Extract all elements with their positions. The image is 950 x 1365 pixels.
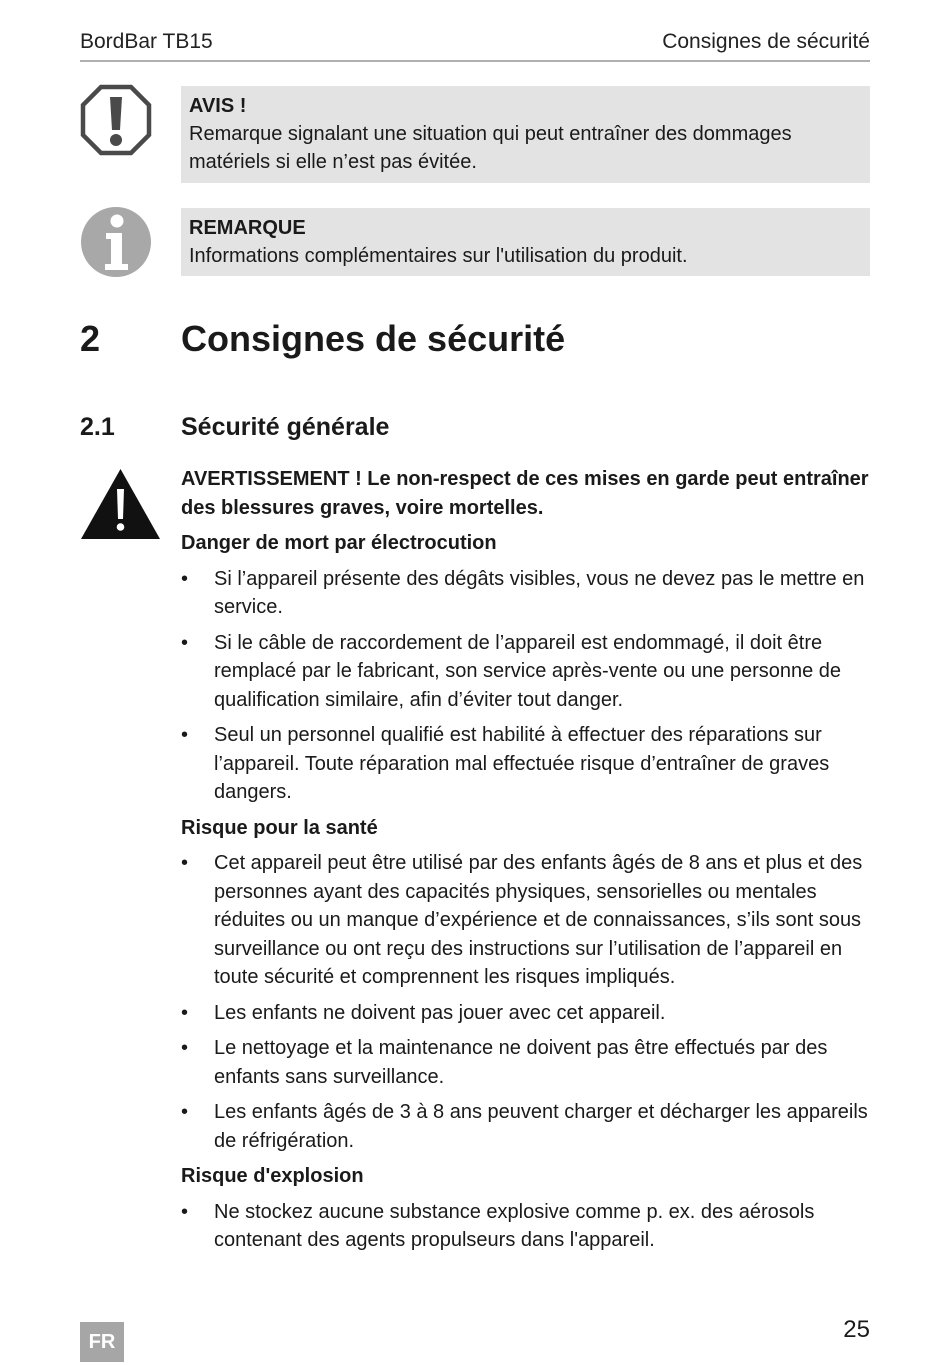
notice-title: AVIS ! bbox=[189, 95, 247, 117]
list-item-text: Seul un personnel qualifié est habilité à effectuer des réparations sur l’appareil. Toute réparation mal effectuée risque d’entraîner de graves dangers. bbox=[214, 724, 830, 803]
list-item bbox=[181, 849, 871, 992]
section-number: 2.1 bbox=[80, 413, 115, 441]
language-badge: FR bbox=[80, 1322, 124, 1362]
notice-title: REMARQUE bbox=[189, 217, 306, 239]
header-section-title: Consignes de sécurité bbox=[662, 30, 870, 53]
bullet-icon: • bbox=[181, 567, 189, 590]
page-header bbox=[80, 28, 870, 62]
list-item bbox=[181, 1198, 871, 1255]
bullet-list bbox=[181, 849, 871, 1155]
bullet-icon: • bbox=[181, 1200, 189, 1223]
list-item-text: Les enfants âgés de 3 à 8 ans peuvent charger et décharger les appareils de réfrigération. bbox=[214, 1101, 868, 1152]
group-title: Danger de mort par électrocution bbox=[181, 532, 497, 554]
product-name: BordBar TB15 bbox=[80, 30, 213, 53]
bullet-icon: • bbox=[181, 1001, 189, 1024]
group-title: Risque pour la santé bbox=[181, 816, 378, 839]
bullet-list bbox=[181, 565, 871, 807]
notice-remarque bbox=[181, 208, 870, 276]
notice-text: Informations complémentaires sur l'utilisation du produit. bbox=[189, 245, 688, 267]
bullet-icon: • bbox=[181, 852, 189, 874]
list-item bbox=[181, 1034, 871, 1091]
info-circle-icon bbox=[80, 206, 152, 278]
notice-avis bbox=[181, 86, 870, 183]
bullet-icon: • bbox=[181, 1101, 189, 1123]
bullet-list bbox=[181, 1198, 871, 1255]
list-item bbox=[181, 999, 871, 1028]
list-item-text: Cet appareil peut être utilisé par des enfants âgés de 8 ans et plus et des personnes ayant des capacités physiques, sensorielles ou mentales réduites ou un manque d’expérience et de connaissances, s’ils sont sous surveillance ou ont reçu des instructions sur l’utilisation de l’appareil en toute sécurité et comprennent les risques impliqués. bbox=[214, 852, 863, 988]
warning-lead: AVERTISSEMENT ! Le non-respect de ces mises en garde peut entraîner des blessures graves, voire mortelles. bbox=[181, 468, 869, 519]
bullet-icon: • bbox=[181, 1037, 189, 1059]
page-number: 25 bbox=[843, 1316, 870, 1343]
list-item bbox=[181, 565, 871, 622]
bullet-icon: • bbox=[181, 724, 189, 746]
warning-triangle-icon bbox=[79, 467, 162, 541]
bullet-icon: • bbox=[181, 631, 189, 654]
safety-content bbox=[181, 465, 871, 1262]
list-item-text: Ne stockez aucune substance explosive comme p. ex. des aérosols contenant des agents propulseurs dans l'appareil. bbox=[214, 1200, 815, 1251]
list-item bbox=[181, 721, 871, 807]
chapter-title: Consignes de sécurité bbox=[181, 318, 566, 359]
list-item-text: Si l’appareil présente des dégâts visibles, vous ne devez pas le mettre en service. bbox=[214, 567, 865, 618]
group-title: Risque d'explosion bbox=[181, 1165, 364, 1187]
list-item-text: Les enfants ne doivent pas jouer avec cet appareil. bbox=[214, 1001, 666, 1024]
list-item-text: Si le câble de raccordement de l’appareil est endommagé, il doit être remplacé par le fabricant, son service après-vente ou une personne de qualification similaire, afin d’éviter tout danger. bbox=[214, 631, 842, 711]
chapter-number: 2 bbox=[80, 318, 101, 359]
list-item-text: Le nettoyage et la maintenance ne doivent pas être effectués par des enfants sans surveillance. bbox=[214, 1037, 828, 1088]
exclamation-octagon-icon bbox=[80, 84, 152, 156]
notice-text: Remarque signalant une situation qui peut entraîner des dommages matériels si elle n’est pas évitée. bbox=[189, 123, 792, 173]
list-item bbox=[181, 1098, 871, 1155]
section-title: Sécurité générale bbox=[181, 413, 390, 441]
list-item bbox=[181, 629, 871, 715]
